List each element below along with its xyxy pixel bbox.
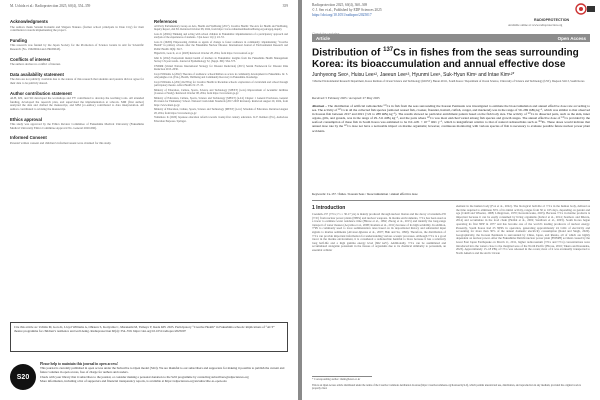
keywords: Keywords: Cs-137 / fishes / Korean Seas / bioaccumulation / annual effective dose xyxy=(312,192,418,196)
publisher-logo xyxy=(574,2,596,16)
funding-text: This research was funded by the Japan Society for the Promotion of Science Grants in Aid for Scientific Research (No. 19K06044 and 23K06043). xyxy=(10,43,144,51)
funding-heading: Funding xyxy=(10,37,27,43)
reference-item: Ministry of Education, Culture, Sports, Science and Technology [MEXT] (n.d.a) Improvement of Academic Abilities (Courses of Study). Retrieved October 08, 2024, from https://www.mext.go.jp/ xyxy=(154,89,288,96)
author-contribution-text: ALH, KN, and SO developed the workshops and YY contributed to develop the teaching tools. All attended funding, developed the research plan, and supervised the implementation at schools. MM (first author) analyzed the data and drafted the manuscript, and MM (co-author) contributed to data interpretation. All authors contributed to revising the manuscript. xyxy=(10,96,144,111)
s2o-logo: S20 xyxy=(10,364,36,390)
consent-text: Parental written consent and children’s informed assent were obtained for this study. xyxy=(10,140,112,145)
s2o-line: Check with your library that it subscribes to the journal, or consider making a personal donation to the S2O programme by contacting subscribers@edpsciences.org xyxy=(40,374,249,379)
license-footer: This is an Open Access article distributed under the terms of the Creative Commons Attribution License (https://creativecommons.org/licenses/by/4.0), which permits unrestricted use, distribution, and reproduction in any medium, provided the original work is properly cited. xyxy=(312,384,581,391)
affiliations: ¹ Marine Environmental Research Department, Korea Institute of Ocean Science and Technology (KIOST), Busan 49111, South Korea ² Department of Ocean Science, University of Science and Technology (UST), Daejeon 34113, South Korea xyxy=(312,80,585,83)
s2o-notice xyxy=(40,362,290,383)
ethics-text: This study was approved by the Ethics Review Committee of Fukushima Medical University (Fukushima Medical University Ethics Committee Approval No. General 2020-060). xyxy=(10,122,144,130)
s2o-line: This journal is currently published in open access under the Subscribe to Open model (S2O). We are thankful to our subscribers and supporters for making it possible to publish the current and future volumes in open access, free of charge for authors and readers. xyxy=(40,366,285,375)
reference-item: Lloyd Williams A (2021) ReTTing for Creative Health in Rwandan schools: exploration of curriculum and school through participatory theatre. Africa Health 19: 27–35. xyxy=(154,81,288,88)
citation-box: Cite this article as: Uchida M, Goto K, Lloyd Williams A, Ohtsuru S, Koriyama C, Murakami M, Yamaya Y, Ikeda KH. 2025. Participatory “Creative Health” in Fukushima schools: implications of “ACT” theatre programme for children’s resilience and well-being. Radioprotection 60(4): 354–359. https://doi.org/10.1051/radiopro/2025007 xyxy=(10,322,288,352)
reference-item: UNDRR (United Nations International Strategy for Disaster Reduction) (2015) Sendai Framework for Disaster Risk Reduction 2015–2030. xyxy=(154,65,288,72)
abstract-text: The distribution of artificial radionuclide ¹³⁷Cs in fish from the seas surrounding the Korean Peninsula was investigated to estimate the bioaccumulation and annual effective dose rate according to sea. The activity of ¹³⁷Cs in all the collected fish species (armored weasel fish, croaker, flounder, hairtail, catfish, conger, and mackerel) was in the range of 50–269 mBq kg⁻¹, which was similar to that observed in Korean fish between 2017 and 2021 (<22 to 288 mBq kg⁻¹). The results showed no particular enrichment pattern based on the fish body size. The activity of ¹³⁷Cs in dissected parts, such as the skin, inner organs, gills, and gonads, was in the range of 29–511 mBq kg⁻¹, and the parts where ¹³⁷Cs was most enriched varied among fish species and growth stages. The annual effective dose of ¹³⁷Cs provided by the seafood consumption of these fish in South Korea was estimated to be 0.0–4.81 × 10⁻⁵ mSv y⁻¹, which is insignificant relative to that of natural radionuclides such as ²¹⁰Po. These doses would indicate that annual dose rate by the ¹³⁷Cs dose not have a noticeable impact on marine organisms; however, continuous monitoring with various species of fish is necessary to evaluate possible future nuclear power plant accidents. xyxy=(312,104,591,133)
references-column xyxy=(154,14,288,319)
article-title xyxy=(312,44,590,71)
data-availability-heading: Data availability statement xyxy=(10,71,64,77)
journal-citation: Radioprotection 2025, 60(4), 360–369 xyxy=(312,3,368,7)
footnote-rule xyxy=(312,376,372,377)
reference-item: Higuchi K, Goto K, et al. (2023) Retrieved October 28, 2024, from https://www.unicef.or.jp/ xyxy=(154,52,254,56)
publisher-url[interactable]: Available online at: www.radioprotection.org xyxy=(508,23,563,27)
left-column xyxy=(10,14,144,319)
intro-right-column: element in the human body (Fox et al., 2022). The biological half-life of ¹³⁷Cs in the human body, defined as the time required to eliminate 50% of its initial activity, ranges from 30 to 165 days, depending on gender and age (Cahill and Wheeler, 1968; Lillegraven, 1970; Korzeniowska, 2023). Because ¹³⁷Cs in marine products is important because it can be easily consumed by living organisms (Zebrol et al., 2014; Iwamoto and Mizota, 2014) and accumulate in the food chain (Heldal et al., 2002; Sandborn et al., 2003). South Korea began operating its first NPP in 1977 and has become one of the world’s leading producers of nuclear energy. Presently, South Korea had 25 NPPs in operation, generating approximately 24 GWe of electricity and accounting for more than 30% of the annual domestic electricity consumption (Rand and Singh, 2020). Geographically, the Korean Peninsula is surrounded by China, Japan, and Russia, all of which are highly dependent on nuclear power. After the Fukushima Daiichi nuclear power plant (FDNPP) accident caused by the Great East Japan Earthquake on March 11, 2011, higher radiocaesium (¹³⁴Cs and ¹³⁷Cs) concentrations were introduced into the waters close to the marginal seas of the North Pacific (Hirose, 2016; Takata and Kusakabe, 2023). Approximately 15–18 PBq of ¹³⁷Cs was released in the ocean; most of it was eventually transported to North America and the Arctic Ocean xyxy=(456,205,590,255)
reference-item: Ministry of Education, Culture, Sports, Science and Technology [MEXT] (n.d.c) Schedule of Education. Retrieved August 28, 2024, from https://www.mext.go.jp/ xyxy=(154,108,288,115)
s2o-title: Please help to maintain this journal in open access! xyxy=(40,362,119,366)
consent-heading: Informed Consent xyxy=(10,135,47,141)
introduction-heading: 1 Introduction xyxy=(312,205,346,211)
s2o-line: More information, including a list of supporters and financial transparency reports, is available at https://edpsciences.org/en/subscribe-to-open-s2o xyxy=(40,378,227,383)
reference-item: Goto K (2020b) Empowering children as agents of change to foster resilience in community: implementing “Creative Health” in primary schools after the Fukushima Nuclear Disaster. International Journal of Environmental Research and Public Health 19(6): 3417. xyxy=(154,41,288,51)
acknowledgments-text: The authors thank Satsuki Katsumi and Shigeru Nakano (former school principals in Date City) for their contribution towards implementing the project. xyxy=(10,24,144,33)
isotope-symbol: Cs xyxy=(393,47,406,59)
right-page xyxy=(302,0,600,400)
article-type: Article xyxy=(316,35,331,41)
isotope-mass: 137 xyxy=(383,47,394,53)
reference-item: Lloyd Williams A (2022) Theories of resilience: schoolchildren as actors in community development in Fukushima. In: S. Abeysinghe et al. (Eds.), Health, Wellbeing and Community Recovery in Fukushima. Routledge. xyxy=(154,73,288,80)
reference-item: Goto K (2020a) Thinking and acting with school children in Fukushima: implementation of a participatory approach and analysis of the experiences of students. J Jpn Assoc 11(1): 43–53. xyxy=(154,33,288,40)
reference-item: Ministry of Education, Culture, Sports, Science and Technology [MEXT] (n.d.b) Chapter 1 General Provisions, General Provision for Elementary School. National Curriculum Standards (2017-2018 Revision). Retrieved August 29, 2024, from https://www.mext.go.jp/ xyxy=(154,97,288,107)
running-header: M. Uchida et al.: Radioprotection 2025, 60(4), 354–359 xyxy=(10,4,91,8)
reference-item: Yamamoto K (2020) Japanese education reform towards twenty-first century education. In F. Reimers (Ed.), Audacious Education Purposes. Springer. xyxy=(154,116,288,123)
intro-left-column: Caesium-137 (¹³⁷Cs; t½ = 30.17 yrs) is mainly produced through nuclear fission and the decay of uranium-235 (²³⁵U) from nuclear power plants (NPPs) and nuclear weapons. In marine environments, ¹³⁷Cs has been used as a tracer to estimate water residence time (Hirose et al., 1992; Zhong et al., 2015) and identify the long-range transport of water masses (Aoyama et al., 2008; Inomata et al., 2011) because of its high solubility. In addition, ²¹⁰Pb is commonly used to trace sedimentation rates based on its depositional history and substantial input signals to marine sediments (Alvarez-Iglesias et al., 2007; Huh and Su, 1999). Therefore, the distribution of ¹³⁷Cs can provide important information for understanding various oceanic processes. Although ¹³⁷Cs is a good tracer in the marine environment, it is considered a radionuclide harmful to biota because it has a relatively long half-life and a high gamma energy level (662 keV). Additionally, ¹³⁷Cs can be assimilated and accumulated alongside potassium in the tissues of organisms due to its chemical similarity to potassium, an essential cellular xyxy=(312,213,446,252)
doi-link[interactable]: https://doi.org/10.1051/radiopro/2025017 xyxy=(312,13,372,17)
data-availability-text: The data are not publicly available due to the nature of this research that students and parents did not agree for their data to be publicly shared. xyxy=(10,77,144,85)
copyright-line: © J. Seo et al., Published by EDP Sciences 2025 xyxy=(312,8,382,12)
conflicts-heading: Conflicts of interest xyxy=(10,56,51,62)
ethics-heading: Ethics approval xyxy=(10,116,42,122)
author-list: Junhyeong Seo¹, Huisu Lee¹², Jaeeun Lee¹³, Hyunmi Lee¹, Suk-Hyun Kim¹ and Intae Kim¹²* xyxy=(312,72,515,78)
left-page xyxy=(0,0,298,400)
article-type-bar xyxy=(312,34,590,42)
author-contribution-heading: Author contribution statement xyxy=(10,90,72,96)
reference-item: Ishii K (2022) Postpartum mental health of mothers in Fukushima: insights from the Fukushima Health Management Survey’s 8-year trends. Journal of Epidemiology 32, (Suppl. XII): S64–S75. xyxy=(154,57,288,64)
corresponding-author: * Corresponding author: itkim@kiost.ac.kr xyxy=(312,378,361,381)
divider xyxy=(312,200,590,201)
conflicts-text: The authors declare no conflict of interest. xyxy=(10,62,61,67)
open-access-label: Open Access xyxy=(557,35,586,41)
reference-list xyxy=(154,25,288,123)
acknowledgments-heading: Acknowledgments xyxy=(10,19,48,24)
title-prefix: Distribution of xyxy=(312,47,381,59)
page-number: 359 xyxy=(282,4,288,8)
received-accepted-dates: Received: 5 February 2025 / Accepted: 27 May 2025 xyxy=(312,96,380,100)
abstract xyxy=(312,104,590,133)
abstract-label: Abstract – xyxy=(312,104,327,108)
publisher-name: RADIOPROTECTION xyxy=(534,18,570,22)
title-rest: in fishes from the seas surrounding Korea: its bioaccumulation and annual effective dose xyxy=(312,47,579,71)
reference-item: All Party Parliamentary Group on Arts, Health and Wellbeing (2017). Creative Health: The Arts for Health and Wellbeing, Inquiry Report, 2nd Ed. Retrieved October 08, 2024, from https://www.culturehealthandwellbeing.org.uk/appg-inquiry xyxy=(154,25,288,32)
references-heading: References xyxy=(154,19,178,24)
